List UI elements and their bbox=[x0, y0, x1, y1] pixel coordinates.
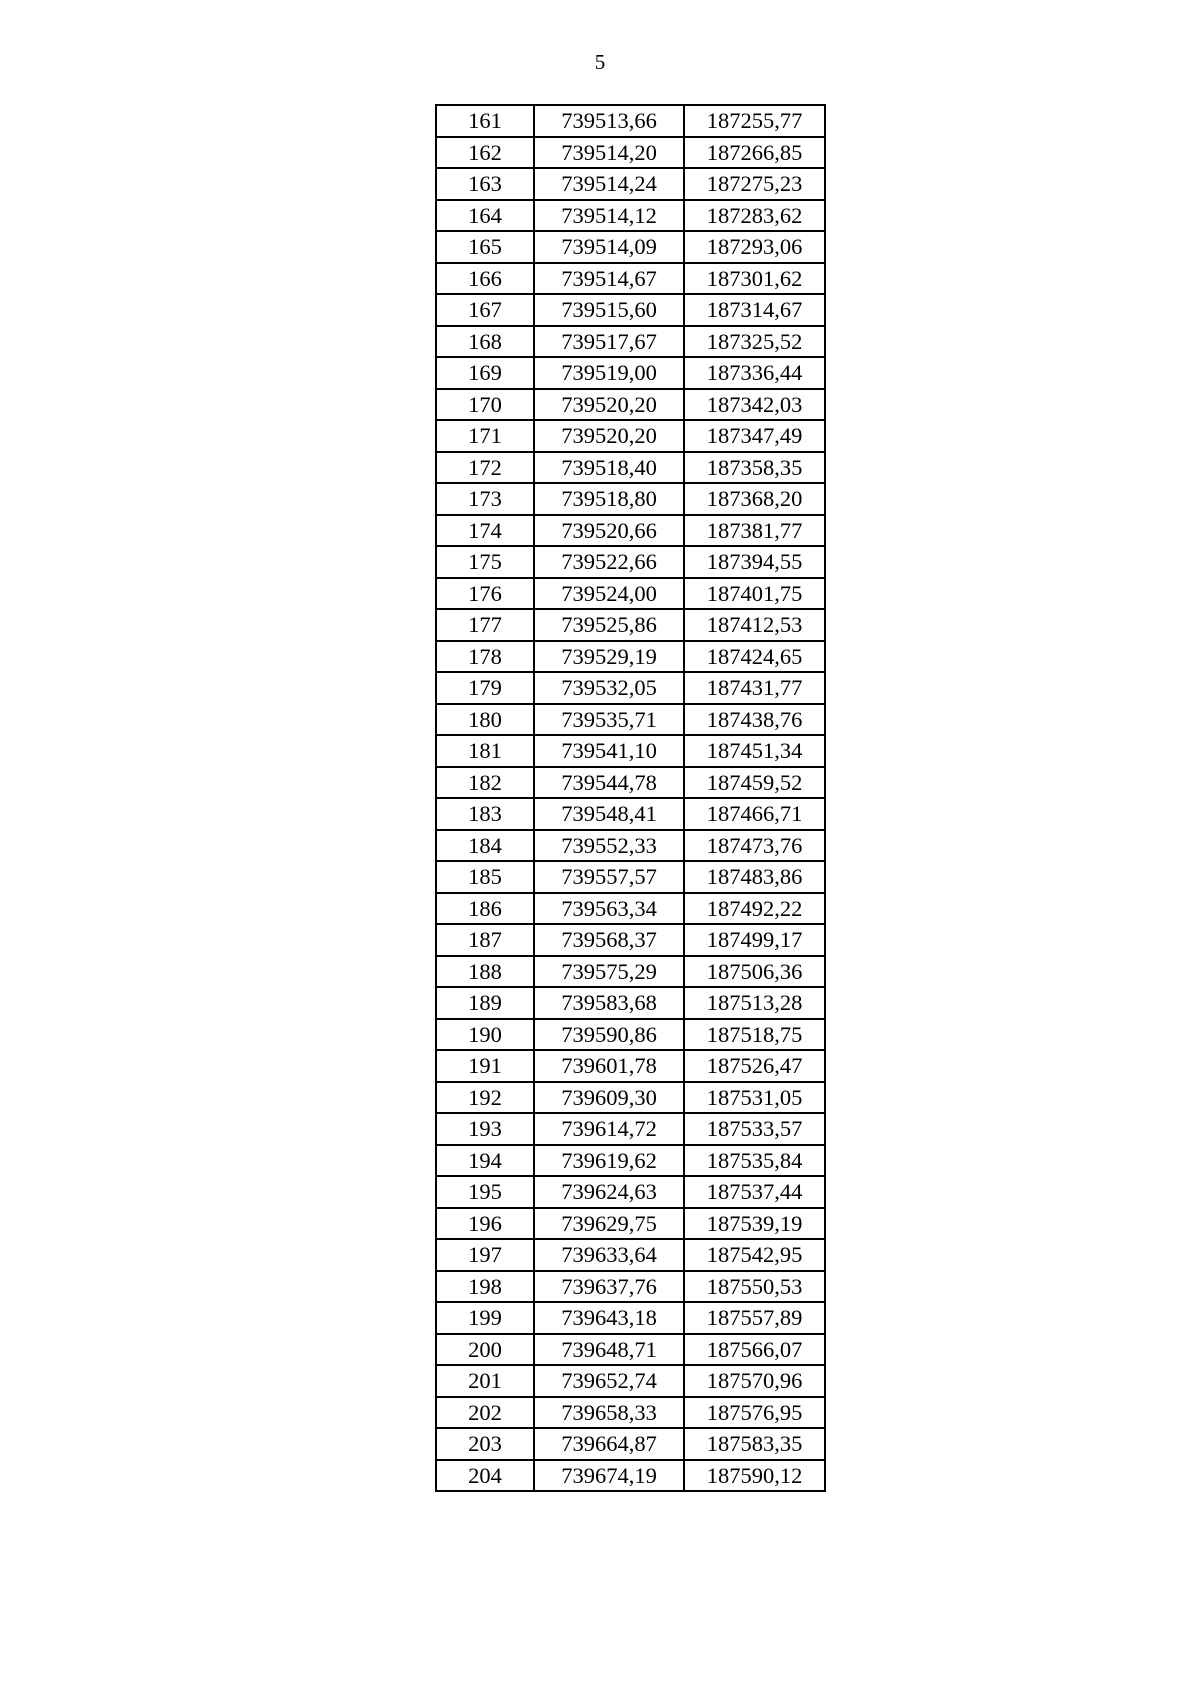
table-row bbox=[436, 609, 825, 641]
x-coordinate-cell: 739514,20 bbox=[534, 137, 684, 169]
table-row bbox=[436, 924, 825, 956]
y-coordinate-cell: 187526,47 bbox=[684, 1050, 825, 1082]
y-coordinate-cell: 187583,35 bbox=[684, 1428, 825, 1460]
point-number-cell: 203 bbox=[436, 1428, 534, 1460]
table-row bbox=[436, 1050, 825, 1082]
y-coordinate-cell: 187342,03 bbox=[684, 389, 825, 421]
table-row bbox=[436, 1019, 825, 1051]
table-row bbox=[436, 578, 825, 610]
x-coordinate-cell: 739514,12 bbox=[534, 200, 684, 232]
y-coordinate-cell: 187513,28 bbox=[684, 987, 825, 1019]
point-number-cell: 187 bbox=[436, 924, 534, 956]
point-number-cell: 173 bbox=[436, 483, 534, 515]
x-coordinate-cell: 739514,24 bbox=[534, 168, 684, 200]
point-number-cell: 184 bbox=[436, 830, 534, 862]
x-coordinate-cell: 739514,09 bbox=[534, 231, 684, 263]
table-row bbox=[436, 263, 825, 295]
point-number-cell: 195 bbox=[436, 1176, 534, 1208]
x-coordinate-cell: 739652,74 bbox=[534, 1365, 684, 1397]
x-coordinate-cell: 739525,86 bbox=[534, 609, 684, 641]
y-coordinate-cell: 187394,55 bbox=[684, 546, 825, 578]
point-number-cell: 167 bbox=[436, 294, 534, 326]
table-row bbox=[436, 326, 825, 358]
y-coordinate-cell: 187336,44 bbox=[684, 357, 825, 389]
y-coordinate-cell: 187550,53 bbox=[684, 1271, 825, 1303]
point-number-cell: 162 bbox=[436, 137, 534, 169]
table-row bbox=[436, 704, 825, 736]
table-row bbox=[436, 641, 825, 673]
table-row bbox=[436, 389, 825, 421]
table-row bbox=[436, 956, 825, 988]
x-coordinate-cell: 739522,66 bbox=[534, 546, 684, 578]
x-coordinate-cell: 739624,63 bbox=[534, 1176, 684, 1208]
table-row bbox=[436, 231, 825, 263]
y-coordinate-cell: 187293,06 bbox=[684, 231, 825, 263]
table-row bbox=[436, 1397, 825, 1429]
point-number-cell: 171 bbox=[436, 420, 534, 452]
x-coordinate-cell: 739520,66 bbox=[534, 515, 684, 547]
table-row bbox=[436, 515, 825, 547]
x-coordinate-cell: 739532,05 bbox=[534, 672, 684, 704]
x-coordinate-cell: 739514,67 bbox=[534, 263, 684, 295]
point-number-cell: 166 bbox=[436, 263, 534, 295]
table-row bbox=[436, 1239, 825, 1271]
y-coordinate-cell: 187535,84 bbox=[684, 1145, 825, 1177]
point-number-cell: 179 bbox=[436, 672, 534, 704]
y-coordinate-cell: 187266,85 bbox=[684, 137, 825, 169]
point-number-cell: 200 bbox=[436, 1334, 534, 1366]
table-row bbox=[436, 1113, 825, 1145]
y-coordinate-cell: 187255,77 bbox=[684, 105, 825, 137]
x-coordinate-cell: 739519,00 bbox=[534, 357, 684, 389]
table-row bbox=[436, 1271, 825, 1303]
point-number-cell: 192 bbox=[436, 1082, 534, 1114]
x-coordinate-cell: 739518,80 bbox=[534, 483, 684, 515]
x-coordinate-cell: 739637,76 bbox=[534, 1271, 684, 1303]
point-number-cell: 176 bbox=[436, 578, 534, 610]
x-coordinate-cell: 739619,62 bbox=[534, 1145, 684, 1177]
y-coordinate-cell: 187275,23 bbox=[684, 168, 825, 200]
point-number-cell: 174 bbox=[436, 515, 534, 547]
x-coordinate-cell: 739614,72 bbox=[534, 1113, 684, 1145]
y-coordinate-cell: 187518,75 bbox=[684, 1019, 825, 1051]
point-number-cell: 163 bbox=[436, 168, 534, 200]
point-number-cell: 186 bbox=[436, 893, 534, 925]
y-coordinate-cell: 187533,57 bbox=[684, 1113, 825, 1145]
x-coordinate-cell: 739664,87 bbox=[534, 1428, 684, 1460]
y-coordinate-cell: 187459,52 bbox=[684, 767, 825, 799]
y-coordinate-cell: 187590,12 bbox=[684, 1460, 825, 1492]
table-row bbox=[436, 987, 825, 1019]
point-number-cell: 185 bbox=[436, 861, 534, 893]
x-coordinate-cell: 739524,00 bbox=[534, 578, 684, 610]
y-coordinate-cell: 187537,44 bbox=[684, 1176, 825, 1208]
y-coordinate-cell: 187492,22 bbox=[684, 893, 825, 925]
y-coordinate-cell: 187499,17 bbox=[684, 924, 825, 956]
x-coordinate-cell: 739568,37 bbox=[534, 924, 684, 956]
table-row bbox=[436, 735, 825, 767]
y-coordinate-cell: 187368,20 bbox=[684, 483, 825, 515]
x-coordinate-cell: 739544,78 bbox=[534, 767, 684, 799]
table-row bbox=[436, 483, 825, 515]
y-coordinate-cell: 187401,75 bbox=[684, 578, 825, 610]
y-coordinate-cell: 187283,62 bbox=[684, 200, 825, 232]
table-row bbox=[436, 546, 825, 578]
table-row bbox=[436, 357, 825, 389]
point-number-cell: 197 bbox=[436, 1239, 534, 1271]
table-row bbox=[436, 1176, 825, 1208]
point-number-cell: 181 bbox=[436, 735, 534, 767]
y-coordinate-cell: 187431,77 bbox=[684, 672, 825, 704]
x-coordinate-cell: 739609,30 bbox=[534, 1082, 684, 1114]
table-row bbox=[436, 200, 825, 232]
table-row bbox=[436, 672, 825, 704]
table-row bbox=[436, 1145, 825, 1177]
x-coordinate-cell: 739648,71 bbox=[534, 1334, 684, 1366]
y-coordinate-cell: 187539,19 bbox=[684, 1208, 825, 1240]
x-coordinate-cell: 739674,19 bbox=[534, 1460, 684, 1492]
point-number-cell: 201 bbox=[436, 1365, 534, 1397]
x-coordinate-cell: 739517,67 bbox=[534, 326, 684, 358]
point-number-cell: 172 bbox=[436, 452, 534, 484]
table-row bbox=[436, 1208, 825, 1240]
table-row bbox=[436, 420, 825, 452]
x-coordinate-cell: 739575,29 bbox=[534, 956, 684, 988]
y-coordinate-cell: 187570,96 bbox=[684, 1365, 825, 1397]
table-row bbox=[436, 1460, 825, 1492]
x-coordinate-cell: 739590,86 bbox=[534, 1019, 684, 1051]
x-coordinate-cell: 739548,41 bbox=[534, 798, 684, 830]
x-coordinate-cell: 739583,68 bbox=[534, 987, 684, 1019]
point-number-cell: 191 bbox=[436, 1050, 534, 1082]
y-coordinate-cell: 187301,62 bbox=[684, 263, 825, 295]
table-row bbox=[436, 168, 825, 200]
point-number-cell: 178 bbox=[436, 641, 534, 673]
y-coordinate-cell: 187557,89 bbox=[684, 1302, 825, 1334]
point-number-cell: 188 bbox=[436, 956, 534, 988]
y-coordinate-cell: 187451,34 bbox=[684, 735, 825, 767]
table-row bbox=[436, 1428, 825, 1460]
x-coordinate-cell: 739557,57 bbox=[534, 861, 684, 893]
table-row bbox=[436, 861, 825, 893]
y-coordinate-cell: 187381,77 bbox=[684, 515, 825, 547]
y-coordinate-cell: 187466,71 bbox=[684, 798, 825, 830]
table-row bbox=[436, 137, 825, 169]
y-coordinate-cell: 187506,36 bbox=[684, 956, 825, 988]
table-row bbox=[436, 452, 825, 484]
point-number-cell: 182 bbox=[436, 767, 534, 799]
x-coordinate-cell: 739633,64 bbox=[534, 1239, 684, 1271]
y-coordinate-cell: 187438,76 bbox=[684, 704, 825, 736]
page-number: 5 bbox=[594, 50, 606, 74]
y-coordinate-cell: 187412,53 bbox=[684, 609, 825, 641]
point-number-cell: 168 bbox=[436, 326, 534, 358]
point-number-cell: 170 bbox=[436, 389, 534, 421]
table-row bbox=[436, 1365, 825, 1397]
table-row bbox=[436, 798, 825, 830]
x-coordinate-cell: 739529,19 bbox=[534, 641, 684, 673]
x-coordinate-cell: 739541,10 bbox=[534, 735, 684, 767]
x-coordinate-cell: 739520,20 bbox=[534, 420, 684, 452]
point-number-cell: 177 bbox=[436, 609, 534, 641]
y-coordinate-cell: 187424,65 bbox=[684, 641, 825, 673]
x-coordinate-cell: 739629,75 bbox=[534, 1208, 684, 1240]
point-number-cell: 165 bbox=[436, 231, 534, 263]
point-number-cell: 194 bbox=[436, 1145, 534, 1177]
coordinates-table-body bbox=[436, 105, 825, 1491]
x-coordinate-cell: 739535,71 bbox=[534, 704, 684, 736]
x-coordinate-cell: 739518,40 bbox=[534, 452, 684, 484]
table-row bbox=[436, 767, 825, 799]
x-coordinate-cell: 739643,18 bbox=[534, 1302, 684, 1334]
point-number-cell: 164 bbox=[436, 200, 534, 232]
point-number-cell: 180 bbox=[436, 704, 534, 736]
point-number-cell: 190 bbox=[436, 1019, 534, 1051]
y-coordinate-cell: 187473,76 bbox=[684, 830, 825, 862]
y-coordinate-cell: 187576,95 bbox=[684, 1397, 825, 1429]
point-number-cell: 193 bbox=[436, 1113, 534, 1145]
table-row bbox=[436, 1334, 825, 1366]
x-coordinate-cell: 739658,33 bbox=[534, 1397, 684, 1429]
table-row bbox=[436, 830, 825, 862]
table-row bbox=[436, 294, 825, 326]
point-number-cell: 189 bbox=[436, 987, 534, 1019]
y-coordinate-cell: 187483,86 bbox=[684, 861, 825, 893]
point-number-cell: 196 bbox=[436, 1208, 534, 1240]
y-coordinate-cell: 187325,52 bbox=[684, 326, 825, 358]
x-coordinate-cell: 739513,66 bbox=[534, 105, 684, 137]
x-coordinate-cell: 739552,33 bbox=[534, 830, 684, 862]
y-coordinate-cell: 187542,95 bbox=[684, 1239, 825, 1271]
y-coordinate-cell: 187531,05 bbox=[684, 1082, 825, 1114]
point-number-cell: 204 bbox=[436, 1460, 534, 1492]
point-number-cell: 183 bbox=[436, 798, 534, 830]
coordinates-table bbox=[435, 104, 826, 1492]
table-row bbox=[436, 1302, 825, 1334]
point-number-cell: 198 bbox=[436, 1271, 534, 1303]
table-row bbox=[436, 1082, 825, 1114]
y-coordinate-cell: 187566,07 bbox=[684, 1334, 825, 1366]
x-coordinate-cell: 739515,60 bbox=[534, 294, 684, 326]
point-number-cell: 161 bbox=[436, 105, 534, 137]
point-number-cell: 202 bbox=[436, 1397, 534, 1429]
table-row bbox=[436, 105, 825, 137]
point-number-cell: 199 bbox=[436, 1302, 534, 1334]
table-row bbox=[436, 893, 825, 925]
x-coordinate-cell: 739563,34 bbox=[534, 893, 684, 925]
y-coordinate-cell: 187314,67 bbox=[684, 294, 825, 326]
y-coordinate-cell: 187347,49 bbox=[684, 420, 825, 452]
x-coordinate-cell: 739520,20 bbox=[534, 389, 684, 421]
point-number-cell: 175 bbox=[436, 546, 534, 578]
point-number-cell: 169 bbox=[436, 357, 534, 389]
y-coordinate-cell: 187358,35 bbox=[684, 452, 825, 484]
x-coordinate-cell: 739601,78 bbox=[534, 1050, 684, 1082]
